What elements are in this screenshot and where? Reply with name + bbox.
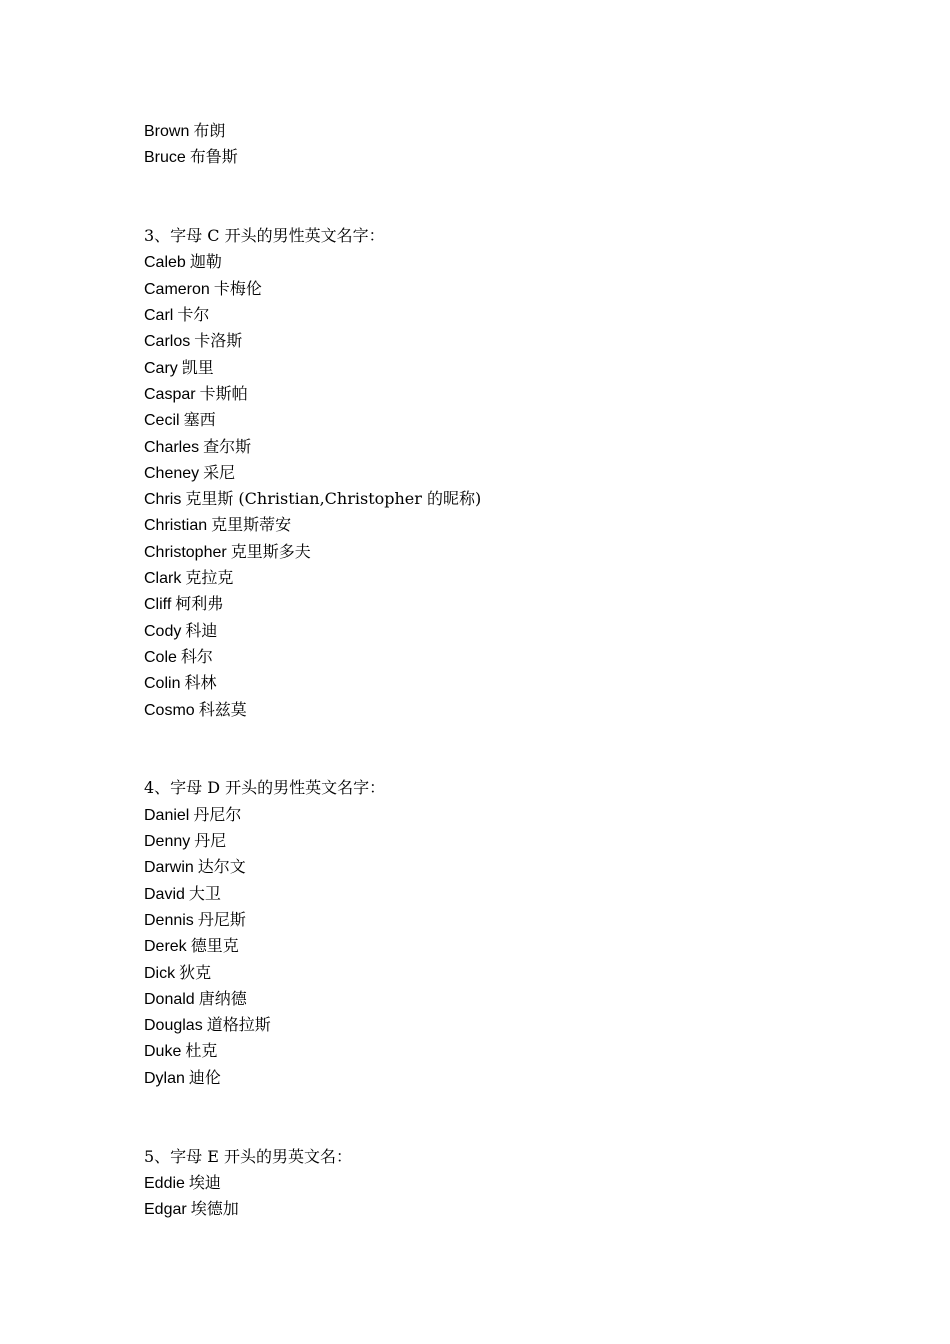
- english-name: Cliff: [144, 596, 172, 614]
- section-e: [144, 1144, 844, 1223]
- name-entry: [144, 1065, 844, 1091]
- name-entry: [144, 960, 844, 986]
- chinese-name: 科兹莫: [198, 699, 247, 719]
- name-entry: [144, 933, 844, 959]
- english-name: Charles: [144, 438, 200, 456]
- chinese-name: 迪伦: [188, 1067, 221, 1087]
- section-d: [144, 775, 844, 1091]
- chinese-name: 柯利弗: [175, 594, 224, 614]
- chinese-name: 卡梅伦: [213, 278, 262, 298]
- name-entry: [144, 644, 844, 670]
- english-name: Donald: [144, 990, 195, 1008]
- chinese-name: 大卫: [188, 883, 221, 903]
- english-name: Chris: [144, 491, 182, 509]
- chinese-name: 丹尼: [194, 831, 227, 851]
- chinese-name: 卡尔: [177, 305, 210, 325]
- english-name: Eddie: [144, 1174, 185, 1192]
- section-spacer: [144, 1091, 844, 1144]
- name-entry: [144, 697, 844, 723]
- section-heading: 5、字母 E 开头的男英文名：: [144, 1146, 353, 1166]
- english-name: Carl: [144, 307, 174, 325]
- english-name: David: [144, 885, 185, 903]
- document-content: [144, 118, 844, 1222]
- english-name: Duke: [144, 1043, 182, 1061]
- english-name: Clark: [144, 570, 182, 588]
- english-name: Derek: [144, 938, 187, 956]
- english-name: Cosmo: [144, 701, 195, 719]
- name-entry: [144, 249, 844, 275]
- english-name: Denny: [144, 833, 191, 851]
- chinese-name: 达尔文: [197, 857, 246, 877]
- section-c: [144, 223, 844, 723]
- name-entry: [144, 828, 844, 854]
- name-entry: [144, 854, 844, 880]
- name-entry: [144, 144, 844, 170]
- english-name: Dick: [144, 964, 176, 982]
- chinese-name: 科迪: [185, 620, 218, 640]
- chinese-name: 卡洛斯: [194, 331, 243, 351]
- chinese-name: 克里斯蒂安: [211, 515, 292, 535]
- chinese-name: 德里克: [190, 936, 239, 956]
- english-name: Cary: [144, 359, 178, 377]
- name-entry: [144, 670, 844, 696]
- name-entry: [144, 907, 844, 933]
- english-name: Dennis: [144, 911, 194, 929]
- english-name: Daniel: [144, 806, 190, 824]
- chinese-name: 采尼: [203, 462, 236, 482]
- name-entry: [144, 591, 844, 617]
- chinese-name: 丹尼斯: [197, 909, 246, 929]
- english-name: Colin: [144, 675, 181, 693]
- name-entry: [144, 381, 844, 407]
- english-name: Bruce: [144, 149, 186, 167]
- english-name: Cheney: [144, 464, 200, 482]
- chinese-name: 布朗: [193, 121, 226, 140]
- section-spacer: [144, 171, 844, 224]
- english-name: Darwin: [144, 859, 194, 877]
- name-entry: [144, 460, 844, 486]
- chinese-name: 塞西: [183, 410, 216, 430]
- chinese-name: 埃德加: [190, 1199, 239, 1219]
- english-name: Carlos: [144, 333, 191, 351]
- chinese-name: 狄克: [179, 962, 212, 982]
- chinese-name: 克里斯 (Christian,Christopher 的昵称): [185, 489, 482, 509]
- section-b-continued: [144, 118, 844, 171]
- english-name: Douglas: [144, 1017, 203, 1035]
- name-entry: [144, 434, 844, 460]
- name-entry: [144, 118, 844, 144]
- name-entry: [144, 486, 844, 512]
- english-name: Christopher: [144, 543, 227, 561]
- english-name: Cecil: [144, 412, 180, 430]
- english-name: Caleb: [144, 254, 186, 272]
- name-entry: [144, 407, 844, 433]
- name-entry: [144, 986, 844, 1012]
- chinese-name: 凯里: [181, 357, 214, 377]
- name-entry: [144, 802, 844, 828]
- name-entry: [144, 355, 844, 381]
- name-entry: [144, 1170, 844, 1196]
- name-entry: [144, 512, 844, 538]
- name-entry: [144, 1012, 844, 1038]
- english-name: Cole: [144, 648, 177, 666]
- english-name: Edgar: [144, 1201, 187, 1219]
- section-heading: 3、字母 C 开头的男性英文名字：: [144, 226, 385, 246]
- chinese-name: 迦勒: [189, 252, 222, 272]
- chinese-name: 科林: [184, 673, 217, 693]
- english-name: Cody: [144, 622, 182, 640]
- name-entry: [144, 881, 844, 907]
- english-name: Dylan: [144, 1069, 185, 1087]
- chinese-name: 卡斯帕: [199, 383, 248, 403]
- chinese-name: 道格拉斯: [206, 1015, 271, 1035]
- chinese-name: 克拉克: [185, 568, 234, 588]
- chinese-name: 查尔斯: [203, 436, 252, 456]
- name-entry: [144, 328, 844, 354]
- chinese-name: 埃迪: [188, 1172, 221, 1192]
- name-entry: [144, 539, 844, 565]
- chinese-name: 唐纳德: [198, 988, 247, 1008]
- name-entry: [144, 565, 844, 591]
- name-entry: [144, 276, 844, 302]
- english-name: Cameron: [144, 280, 210, 298]
- english-name: Christian: [144, 517, 208, 535]
- chinese-name: 布鲁斯: [189, 147, 238, 167]
- section-heading: 4、字母 D 开头的男性英文名字：: [144, 778, 386, 798]
- name-entry: [144, 302, 844, 328]
- chinese-name: 杜克: [185, 1041, 218, 1061]
- name-entry: [144, 1038, 844, 1064]
- name-entry: [144, 618, 844, 644]
- chinese-name: 丹尼尔: [193, 804, 242, 824]
- chinese-name: 科尔: [180, 646, 213, 666]
- english-name: Caspar: [144, 385, 196, 403]
- chinese-name: 克里斯多夫: [230, 541, 311, 561]
- section-spacer: [144, 723, 844, 776]
- english-name: Brown: [144, 123, 190, 140]
- name-entry: [144, 1196, 844, 1222]
